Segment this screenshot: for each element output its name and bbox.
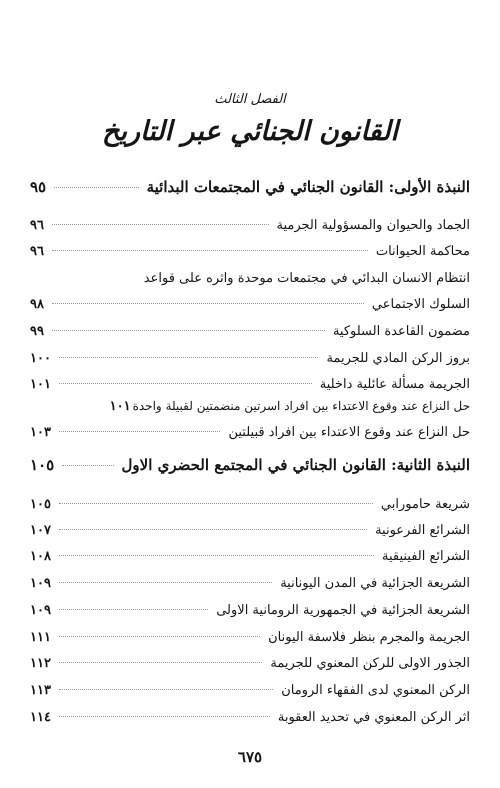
toc-entry bbox=[30, 683, 470, 698]
section2-heading-row bbox=[30, 456, 470, 474]
leader-dots bbox=[52, 224, 269, 225]
toc-entry-page: ١٠١ bbox=[109, 399, 131, 414]
toc-entry bbox=[30, 497, 470, 512]
toc-entry-label: الشريعة الجزائية في المدن اليونانية bbox=[280, 576, 470, 591]
toc-entry-page: ١١٣ bbox=[30, 683, 51, 698]
toc-entry-label: الشريعة الجزائية في الجمهورية الرومانية الاولى bbox=[216, 603, 470, 618]
toc-entry bbox=[30, 523, 470, 538]
chapter-label: الفصل الثالث bbox=[214, 92, 286, 107]
leader-dots bbox=[59, 636, 260, 637]
toc-entry-page: ١٠٠ bbox=[30, 351, 51, 366]
toc-entry bbox=[30, 244, 470, 259]
toc-entry-page: ١٠٥ bbox=[30, 497, 51, 512]
leader-dots bbox=[59, 662, 262, 663]
toc-entry-label: شريعة حامورابي bbox=[380, 497, 470, 512]
toc-entry-continued: انتظام الانسان البدائي في مجتمعات موحدة واثره على قواعد bbox=[143, 271, 470, 286]
toc-entry-page: ٩٩ bbox=[30, 324, 44, 339]
toc-entry-label: بروز الركن المادي للجريمة bbox=[326, 351, 470, 366]
toc-entry-label: الشرائع الفينيقية bbox=[381, 549, 470, 564]
toc-entry bbox=[30, 324, 470, 339]
toc-entry bbox=[30, 630, 470, 645]
toc-entry bbox=[30, 218, 470, 233]
section2-heading-page: ١٠٥ bbox=[30, 456, 55, 474]
page-number: ٦٧٥ bbox=[237, 748, 263, 766]
toc-entry-label: حل النزاع عند وقوع الاعتداء بين افراد قبيلتين bbox=[228, 425, 470, 440]
toc-entry bbox=[30, 351, 470, 366]
toc-entry-label: الشرائع الفرعونية bbox=[375, 523, 470, 538]
toc-entry bbox=[30, 549, 470, 564]
leader-dots bbox=[59, 357, 319, 358]
leader-dots bbox=[59, 383, 312, 384]
leader-dots bbox=[52, 303, 364, 304]
section1-heading: النبذة الأولى: القانون الجنائي في المجتمعات البدائية bbox=[146, 178, 470, 196]
toc-entry-page: ١٠٩ bbox=[30, 603, 51, 618]
toc-entry-label: محاكمة الحيوانات bbox=[375, 244, 470, 259]
section1-heading-row bbox=[30, 178, 470, 196]
toc-entry-page: ٩٦ bbox=[30, 244, 44, 259]
toc-entry bbox=[30, 425, 470, 440]
toc-entry-page: ١١٤ bbox=[30, 710, 51, 725]
leader-dots bbox=[54, 187, 138, 188]
toc-entry bbox=[30, 377, 470, 392]
toc-entry-label: الجريمة والمجرم بنظر فلاسفة اليونان bbox=[268, 630, 470, 645]
chapter-title: القانون الجنائي عبر التاريخ bbox=[102, 116, 398, 147]
toc-entry bbox=[30, 710, 470, 725]
toc-entry-page: ١١١ bbox=[30, 630, 51, 645]
toc-entry-page: ٩٦ bbox=[30, 218, 44, 233]
section2-heading: النبذة الثانية: القانون الجنائي في المجتمع الحضري الاول bbox=[121, 456, 470, 474]
leader-dots bbox=[62, 465, 113, 466]
toc-entry-page: ١٠٧ bbox=[30, 523, 51, 538]
leader-dots bbox=[59, 609, 208, 610]
leader-dots bbox=[59, 689, 273, 690]
toc-entry bbox=[30, 656, 470, 671]
leader-dots bbox=[59, 555, 374, 556]
toc-entry-label: الجماد والحيوان والمسؤولية الجرمية bbox=[276, 218, 470, 233]
toc-entry-label: الركن المعنوي لدى الفقهاء الرومان bbox=[281, 683, 470, 698]
toc-entry-page: ٩٨ bbox=[30, 297, 44, 312]
toc-entry-label: الجريمة مسألة عائلية داخلية bbox=[319, 377, 470, 392]
leader-dots bbox=[59, 582, 272, 583]
leader-dots bbox=[52, 330, 325, 331]
toc-entry-label: اثر الركن المعنوي في تحديد العقوبة bbox=[277, 710, 470, 725]
toc-entry-label: الجذور الاولى للركن المعنوي للجريمة bbox=[270, 656, 470, 671]
toc-entry-page: ١٠٣ bbox=[30, 425, 51, 440]
toc-entry-page: ١١٢ bbox=[30, 656, 51, 671]
toc-entry bbox=[30, 576, 470, 591]
toc-entry bbox=[18, 399, 470, 414]
leader-dots bbox=[59, 529, 367, 530]
toc-entry-page: ١٠١ bbox=[30, 377, 51, 392]
toc-entry-label: مضمون القاعدة السلوكية bbox=[332, 324, 470, 339]
toc-entry-label: حل النزاع عند وقوع الاعتداء بين افراد اسرتين منضمتين لقبيلة واحدة bbox=[132, 399, 470, 413]
leader-dots bbox=[52, 250, 368, 251]
leader-dots bbox=[59, 431, 221, 432]
section1-heading-page: ٩٥ bbox=[30, 178, 47, 196]
leader-dots bbox=[59, 503, 373, 504]
toc-entry-page: ١٠٨ bbox=[30, 549, 51, 564]
leader-dots bbox=[59, 716, 270, 717]
toc-entry-page: ١٠٩ bbox=[30, 576, 51, 591]
toc-entry bbox=[30, 603, 470, 618]
toc-entry bbox=[30, 297, 470, 312]
toc-entry-label: السلوك الاجتماعي bbox=[371, 297, 470, 312]
